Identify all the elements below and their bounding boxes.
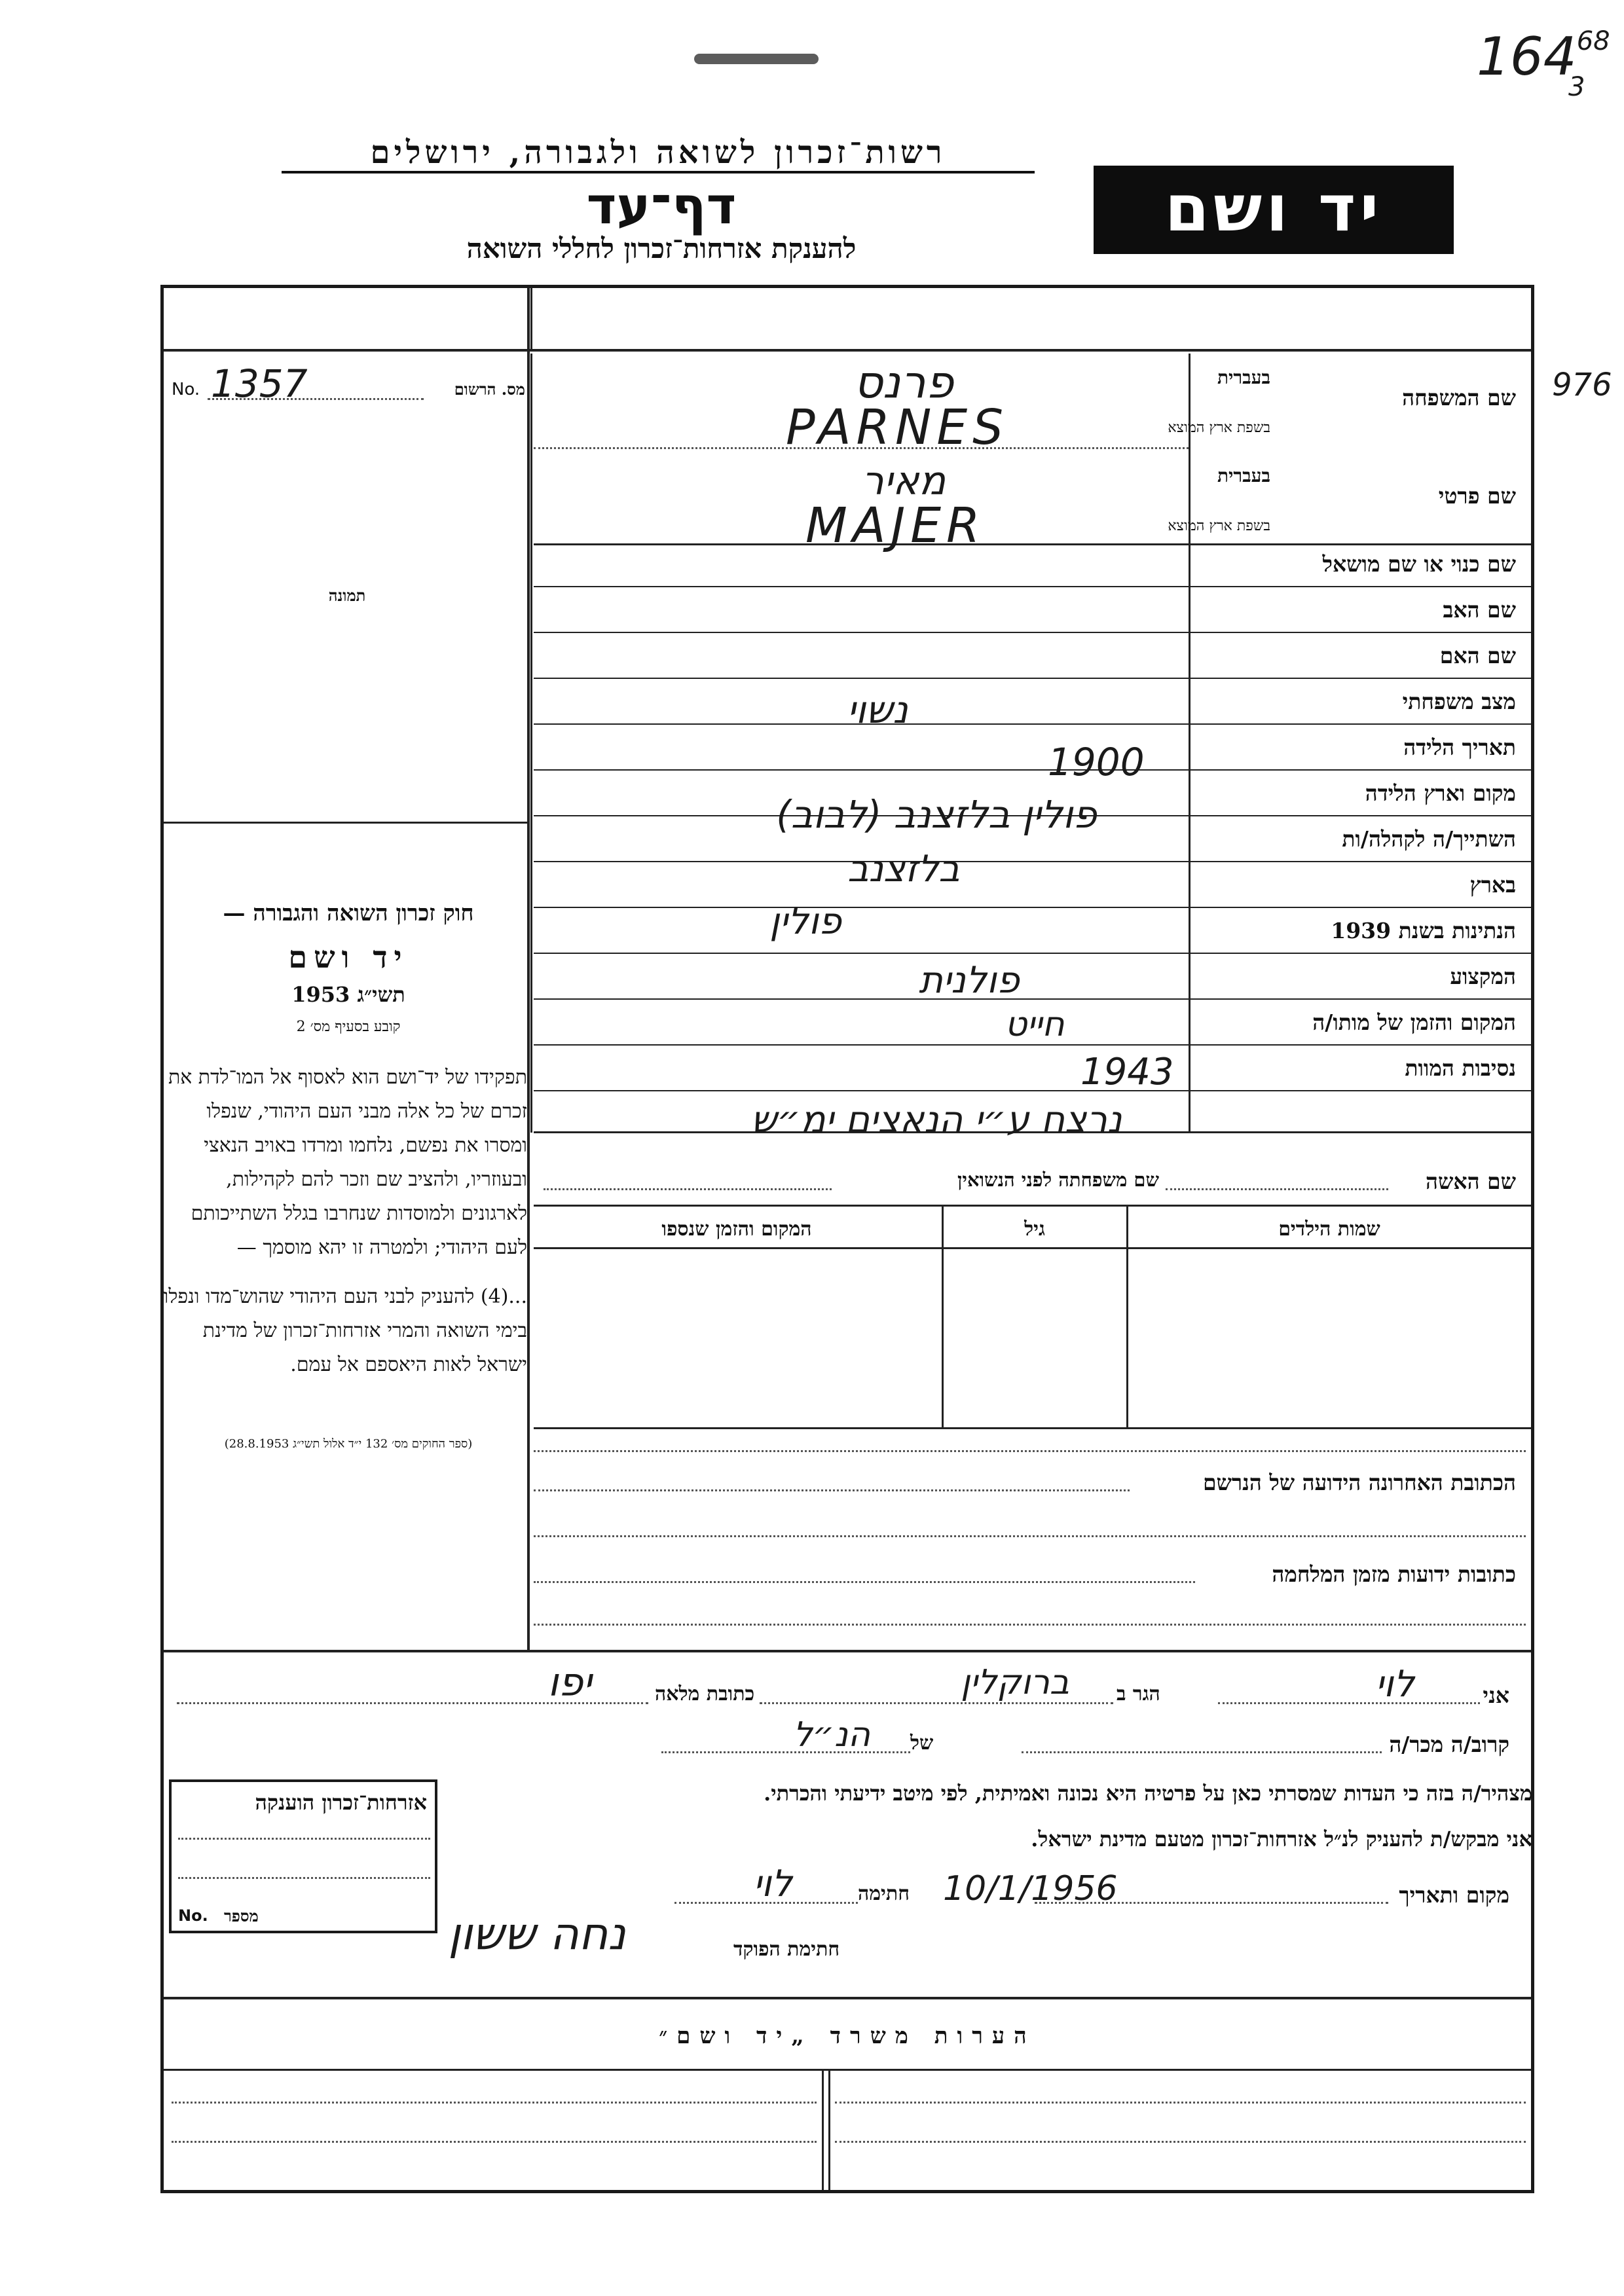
birth-place-label: מקום וארץ הלידה	[1365, 780, 1516, 806]
children-col-rule	[942, 1206, 944, 1429]
value-left-rule	[530, 354, 532, 1133]
top-band-rule	[164, 349, 1531, 352]
profession-label: המקצוע	[1450, 964, 1516, 989]
row-rule	[534, 953, 1531, 954]
nickname-label: שם כנוי או שם מושאל	[1322, 551, 1516, 577]
notes-col-rule-2	[828, 2069, 830, 2190]
address-dots	[177, 1702, 648, 1704]
citizenship-number-label: מספר	[224, 1906, 259, 1925]
archive-number-sub: 3	[1568, 72, 1585, 102]
address-dots	[534, 1624, 1526, 1626]
community-label: השתייך/ה לקהלה/ות	[1342, 826, 1516, 852]
citizenship-1939-label: הנתינות בשנת 1939	[1331, 918, 1516, 943]
first-name-hebrew: מאיר	[861, 458, 946, 504]
page-title: דף־עד	[586, 177, 737, 236]
address-dots	[534, 1535, 1526, 1537]
wartime-addresses-label: כתובות ידועות מזמן המלחמה	[1272, 1561, 1516, 1587]
notes-dots	[835, 2141, 1526, 2143]
death-date-value: 1943	[1080, 1051, 1174, 1093]
living-label: הגר ב	[1116, 1683, 1160, 1705]
relative-label: קרוב/ה מכר/ה	[1389, 1732, 1509, 1757]
marital-value: נשוי	[847, 687, 908, 732]
family-name-label: שם המשפחה	[1402, 385, 1516, 410]
notes-col-rule	[822, 2069, 824, 2190]
law-clause: קובע בסעיף מס׳ 2	[296, 1019, 401, 1035]
notes-title-rule	[164, 2069, 1531, 2071]
law-paragraph-1: תפקידו של יד־ושם הוא לאסוף אל המו־לדת את זכרם של כל אלה מבני העם היהודי, שנפלו ומסרו את נפשם, נלחמו ומרדו באויב הנאצי ובעוזריו, ולהציב שם וזכר להם לקהילות, לארגונים ולמוסדות שנחרבו בגלל השתייכותם לעם היהודי; ולמטרה זו יהא מוסמך —	[168, 1066, 527, 1259]
family-name-hebrew: פרנס	[853, 357, 954, 409]
community-value: בלזצנב	[847, 848, 960, 890]
country-value: פולין	[769, 900, 841, 943]
row-rule	[534, 586, 1531, 587]
photo-label: תמונה	[328, 586, 366, 605]
declarant-label: אני	[1483, 1683, 1509, 1708]
row-rule	[534, 1247, 1531, 1249]
row-rule	[534, 1090, 1531, 1091]
last-address-dots	[534, 1489, 1130, 1491]
row-rule	[534, 769, 1531, 771]
authority-line: רשות־זכרון לשואה ולגבורה, ירושלים	[282, 134, 1035, 173]
birth-date-label: תאריך הלידה	[1403, 735, 1516, 760]
family-hebrew-tag: בעברית	[1217, 367, 1270, 388]
registration-label: מס. הרשום	[454, 380, 525, 399]
law-paragraph-2: ...(4) להעניק לבני העם היהודי שהוש־מדו ונפלו בימי השואה והמרי אזרחות־זכרון של מדינת ישראל לאות היאספם אל עמם.	[163, 1285, 527, 1376]
citizenship-dots	[178, 1877, 430, 1879]
father-label: שם האב	[1443, 597, 1516, 623]
officer-signature-label: חתימת הפוקד	[733, 1938, 840, 1961]
declarant-name: לוי	[1375, 1663, 1414, 1705]
wife-dots	[1166, 1188, 1388, 1190]
death-place-time-label: המקום והזמן של מותו/ה	[1312, 1010, 1516, 1035]
of-value: הנ״ל	[793, 1715, 870, 1755]
children-col-rule	[1126, 1206, 1128, 1429]
left-column-rule	[527, 288, 530, 1650]
profession-value: חייט	[1005, 1005, 1065, 1044]
registration-row	[172, 361, 525, 406]
field-label-rule	[1189, 354, 1190, 1133]
declaration-statement-1: מצהיר/ה בזה כי העדות שמסרתי כאן על פרטיה היא נכונה ואמיתית, לפי מיטב ידיעתי והכרתי.	[764, 1781, 1532, 1806]
birth-place-value: פולין בלזצנב (לבוב)	[776, 792, 1097, 837]
signature-label: חתימה	[858, 1882, 910, 1905]
marital-label: מצב משפחתי	[1402, 689, 1516, 714]
archive-number-sup: 68	[1576, 26, 1610, 56]
row-rule	[534, 632, 1531, 633]
wife-maiden-dots	[544, 1188, 832, 1190]
row-rule	[534, 907, 1531, 908]
row-rule	[534, 861, 1531, 862]
office-notes-title: הערות משרד „יד ושם״	[659, 2023, 1036, 2049]
of-label: של	[910, 1732, 934, 1755]
logo-text: יד ושם	[1164, 172, 1383, 246]
law-name: יד ושם	[288, 939, 409, 975]
signature-dots	[674, 1902, 858, 1904]
children-header-age: גיל	[1024, 1218, 1045, 1241]
living-value: ברוקלין	[961, 1663, 1069, 1702]
law-citation: (ספר החוקים מס׳ 132 י״ד אלול תשי״ג 28.8.1953)	[224, 1437, 473, 1451]
declarant-dots	[1218, 1702, 1480, 1704]
notes-dots	[835, 2102, 1526, 2104]
country-label: בארץ	[1469, 872, 1516, 898]
first-hebrew-tag: בעברית	[1217, 465, 1270, 486]
signature-value: לוי	[753, 1863, 792, 1905]
living-dots	[760, 1702, 1113, 1704]
birth-date-value: 1900	[1048, 740, 1145, 784]
declaration-statement-2: אני מבקש/ת להעניק לנ״ל אזרחות־זכרון מטעם מדינת ישראל.	[1031, 1827, 1532, 1851]
death-circumstances-label: נסיבות המוות	[1405, 1055, 1516, 1081]
law-year: תשי״ג 1953	[291, 982, 405, 1007]
place-date-value: 10/1/1956	[943, 1869, 1118, 1908]
registration-dots	[208, 398, 424, 400]
family-origin-tag: בשפת ארץ המוצא	[1168, 420, 1270, 436]
row-rule	[534, 1205, 1531, 1207]
citizenship-dots	[178, 1838, 430, 1840]
children-header-names: שמות הילדים	[1278, 1218, 1380, 1241]
first-name-label: שם פרטי	[1438, 483, 1516, 509]
relative-dots	[1022, 1751, 1382, 1753]
row-rule	[534, 1427, 1531, 1429]
wartime-address-dots	[534, 1581, 1195, 1583]
first-origin-tag: בשפת ארץ המוצא	[1168, 518, 1270, 534]
row-rule	[534, 678, 1531, 679]
wife-label: שם האשה	[1426, 1169, 1516, 1194]
archive-number	[1477, 26, 1610, 87]
citizenship-title: אזרחות־זכרון הוענקה	[255, 1790, 427, 1815]
citizenship-box	[169, 1779, 437, 1933]
notes-dots	[172, 2141, 817, 2143]
notes-top-rule	[164, 1997, 1531, 1999]
citizenship-no-prefix: No.	[178, 1906, 208, 1925]
address-value: יפו	[547, 1660, 592, 1705]
law-title: חוק זכרון השואה והגבורה —	[223, 900, 474, 926]
registration-no-prefix: No.	[172, 380, 200, 399]
citizenship-1939-value: פולנית	[919, 959, 1020, 1002]
side-number: 976	[1552, 367, 1612, 403]
wife-maiden-label: שם משפחתה לפני הנשואין	[957, 1169, 1159, 1191]
officer-signature: נחה ששון	[448, 1908, 626, 1960]
photo-box-bottom	[164, 822, 527, 824]
death-circumstances-value: נרצח ע״י הנאצים ימ״ש	[750, 1099, 1122, 1141]
section-rule	[164, 1650, 1531, 1652]
address-dots	[534, 1450, 1526, 1452]
family-name-latin: PARNES	[786, 399, 1009, 456]
place-date-label: מקום ותאריך	[1399, 1882, 1509, 1908]
left-column-rule-2	[530, 288, 532, 350]
row-rule	[534, 1044, 1531, 1046]
last-known-address-label: הכתובת האחרונה הידועה של הנרשם	[1202, 1470, 1516, 1495]
row-rule	[534, 723, 1531, 725]
page-subtitle: להענקת אזרחות־זכרון לחללי השואה	[466, 232, 857, 264]
of-dots	[661, 1751, 910, 1753]
registration-number: 1357	[211, 361, 308, 406]
first-name-latin: MAJER	[805, 498, 986, 554]
mother-label: שם האם	[1439, 643, 1516, 668]
archive-number-main: 164	[1477, 26, 1577, 87]
yad-vashem-logo	[1094, 166, 1454, 254]
smudge-mark	[694, 54, 819, 64]
notes-dots	[172, 2102, 817, 2104]
children-header-place-time: המקום והזמן שנספו	[661, 1218, 812, 1241]
address-label: כתובת מלאה	[655, 1683, 755, 1705]
row-rule	[534, 543, 1531, 545]
